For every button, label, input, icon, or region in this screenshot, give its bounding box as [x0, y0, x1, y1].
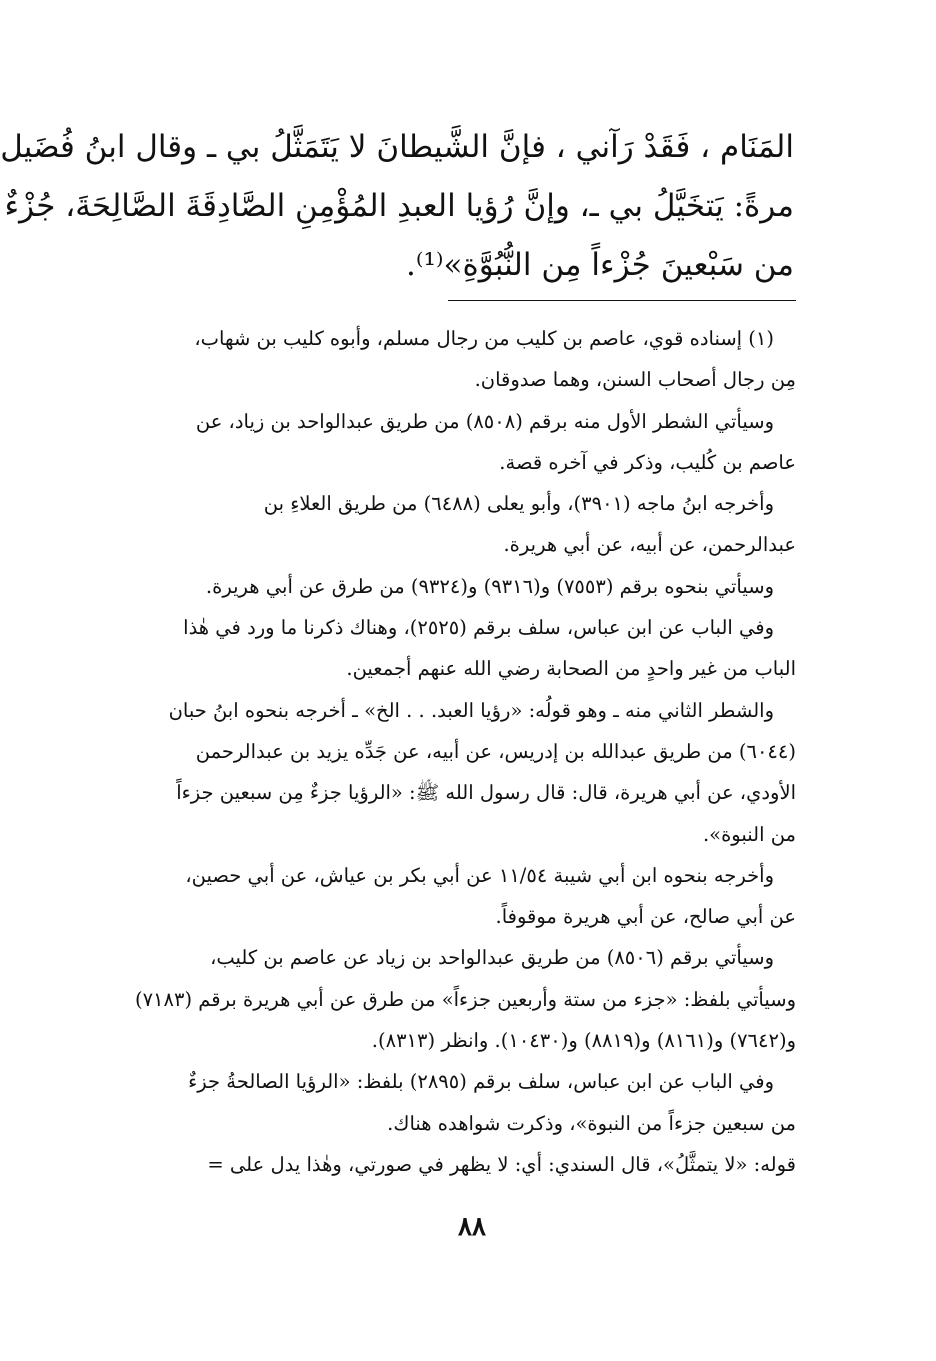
footnote-line: عن أبي صالح، عن أبي هريرة موقوفاً. — [495, 905, 796, 929]
footnote-line: من النبوة». — [702, 822, 796, 846]
footnote-line: و(٧٦٤٢) و(٨١٦١) و(٨٨١٩) و(١٠٤٣٠). وانظر (٨٣١٣). — [371, 1029, 796, 1053]
page-number: ٨٨ — [458, 1212, 486, 1242]
footnote-line: وفي الباب عن ابن عباس، سلف برقم (٢٥٢٥)، وهناك ذكرنا ما ورد في هٰذا — [183, 616, 774, 640]
footnote-line: وأخرجه ابنُ ماجه (٣٩٠١)، وأبو يعلى (٦٤٨٨) من طريق العلاءِ بن — [263, 492, 774, 516]
footnote-line: وسيأتي بنحوه برقم (٧٥٥٣) و(٩٣١٦) و(٩٣٢٤) من طرق عن أبي هريرة. — [205, 574, 774, 598]
footnote-line: وفي الباب عن ابن عباس، سلف برقم (٢٨٩٥) بلفظ: «الرؤيا الصالحةُ جزءٌ — [188, 1070, 774, 1094]
footnotes — [116, 318, 796, 1185]
footnote-line: الأودي، عن أبي هريرة، قال: قال رسول الله ﷺ: «الرؤيا جزءٌ مِن سبعين جزءاً — [176, 781, 796, 805]
main-text-line: مرةً: يَتخَيَّلُ بي ـ، وإنَّ رُؤيا العبدِ المُؤْمِنِ الصَّادِقَةَ الصَّالِحَةَ، جُزْءٌ — [4, 188, 794, 224]
footnote-line: وأخرجه بنحوه ابن أبي شيبة ١١/٥٤ عن أبي بكر بن عياش، عن أبي حصين، — [185, 863, 774, 887]
footnote-line: الباب من غير واحدٍ من الصحابة رضي الله عنهم أجمعين. — [346, 657, 796, 681]
main-text-line: من سَبْعينَ جُزْءاً مِن النُّبُوَّةِ»⁽¹⁾. — [405, 247, 794, 283]
footnote-line: والشطر الثاني منه ـ وهو قولُه: «رؤيا العبد. . . الخ» ـ أخرجه بنحوه ابنُ حبان — [168, 698, 774, 722]
footnote-line: (٦٠٤٤) من طريق عبدالله بن إدريس، عن أبيه، عن جَدِّه يزيد بن عبدالرحمن — [195, 739, 796, 763]
footnote-line: وسيأتي برقم (٨٥٠٦) من طريق عبدالواحد بن زياد عن عاصم بن كليب، — [210, 946, 774, 970]
footnote-line: وسيأتي الشطر الأول منه برقم (٨٥٠٨) من طريق عبدالواحد بن زياد، عن — [195, 409, 774, 433]
footnote-line: وسيأتي بلفظ: «جزء من ستة وأربعين جزءاً» من طرق عن أبي هريرة برقم (٧١٨٣) — [134, 987, 796, 1011]
footnote-separator — [448, 300, 796, 301]
main-text-line: المَنَام ، فَقَدْ رَآني ، فإنَّ الشَّيطانَ لا يَتَمَثَّلُ بي ـ وقال ابنُ فُضَيل — [0, 129, 794, 165]
footnote-line: عبدالرحمن، عن أبيه، عن أبي هريرة. — [503, 533, 796, 557]
footnote-line: عاصم بن كُليب، وذكر في آخره قصة. — [499, 450, 796, 474]
footnote-line: قوله: «لا يتمثَّلُ»، قال السندي: أي: لا يظهر في صورتي، وهٰذا يدل على = — [207, 1152, 796, 1176]
main-text — [0, 118, 794, 295]
footnote-line: (١) إسناده قوي، عاصم بن كليب من رجال مسلم، وأبوه كليب بن شهاب، — [194, 327, 774, 350]
footnote-line: مِن رجال أصحاب السنن، وهما صدوقان. — [474, 368, 796, 392]
footnote-line: من سبعين جزءاً من النبوة»، وذكرت شواهده هناك. — [387, 1111, 796, 1135]
